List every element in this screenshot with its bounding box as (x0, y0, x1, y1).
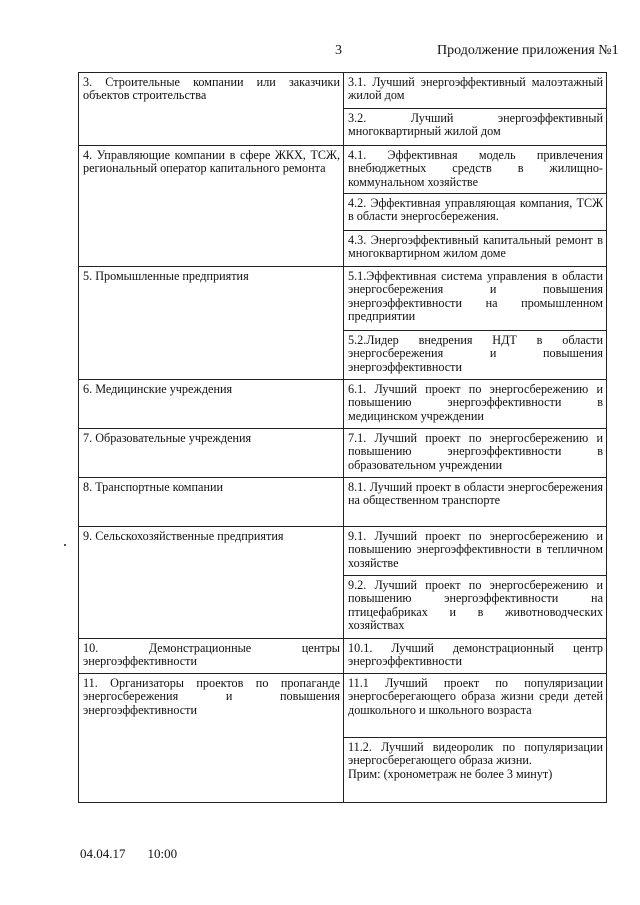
category-cell: 5. Промышленные предприятия (79, 267, 344, 380)
category-cell: 8. Транспортные компании (79, 478, 344, 527)
nomination-cell: 11.1 Лучший проект по популяризации энергосберегающего образа жизни среди детей дошкольного и школьного возраста (344, 674, 607, 738)
category-cell: 4. Управляющие компании в сфере ЖКХ, ТСЖ, региональный оператор капитального ремонта (79, 146, 344, 267)
category-cell: 6. Медицинские учреждения (79, 380, 344, 429)
nomination-cell: 3.1. Лучший энергоэффективный малоэтажный жилой дом (344, 73, 607, 109)
nomination-text: 11.2. Лучший видеоролик по популяризации энергосберегающего образа жизни. (348, 740, 603, 768)
category-cell: 3. Строительные компании или заказчики объектов строительства (79, 73, 344, 146)
category-cell: 7. Образовательные учреждения (79, 429, 344, 478)
page-number: 3 (335, 43, 342, 58)
category-cell: 9. Сельскохозяйственные предприятия (79, 527, 344, 639)
nomination-cell: 9.2. Лучший проект по энергосбережению и повышению энергоэффективности на птицефабриках и в животноводческих хозяйствах (344, 576, 607, 639)
nomination-cell: 9.1. Лучший проект по энергосбережению и повышению энергоэффективности в тепличном хозяйстве (344, 527, 607, 576)
category-cell: 10. Демонстрационные центры энергоэффективности (79, 639, 344, 674)
footer-date: 04.04.17 (80, 846, 126, 861)
nomination-cell: 4.3. Энергоэффективный капитальный ремонт в многоквартирном жилом доме (344, 231, 607, 267)
table-row (79, 380, 607, 429)
nomination-cell (344, 738, 607, 803)
footer-time: 10:00 (147, 846, 178, 861)
scan-speck (64, 544, 66, 546)
nomination-cell: 5.2.Лидер внедрения НДТ в области энергосбережения и повышения энергоэффективности (344, 331, 607, 380)
nomination-cell: 7.1. Лучший проект по энергосбережению и повышению энергоэффективности в образовательном учреждении (344, 429, 607, 478)
nominations-table (78, 72, 607, 803)
nomination-cell: 8.1. Лучший проект в области энергосбережения на общественном транспорте (344, 478, 607, 527)
footer-stamp (80, 846, 177, 862)
nomination-cell: 4.1. Эффективная модель привлечения внебюджетных средств в жилищно-коммунальном хозяйстве (344, 146, 607, 194)
table-row (79, 73, 607, 109)
appendix-continuation-title: Продолжение приложения №1 (437, 43, 619, 58)
nomination-cell: 6.1. Лучший проект по энергосбережению и повышению энергоэффективности в медицинском учреждении (344, 380, 607, 429)
nomination-cell: 5.1.Эффективная система управления в области энергосбережения и повышения энергоэффективности на промышленном предприятии (344, 267, 607, 331)
table-row (79, 478, 607, 527)
table-row (79, 639, 607, 674)
table-row (79, 674, 607, 738)
category-cell: 11. Организаторы проектов по пропаганде энергосбережения и повышения энергоэффективности (79, 674, 344, 803)
nomination-note: Прим: (хронометраж не более 3 минут) (348, 766, 553, 781)
nomination-cell: 10.1. Лучший демонстрационный центр энергоэффективности (344, 639, 607, 674)
table-row (79, 429, 607, 478)
table-row (79, 146, 607, 194)
nomination-cell: 3.2. Лучший энергоэффективный многоквартирный жилой дом (344, 109, 607, 146)
table-row (79, 527, 607, 576)
nomination-cell: 4.2. Эффективная управляющая компания, ТСЖ в области энергосбережения. (344, 194, 607, 231)
table-row (79, 267, 607, 331)
